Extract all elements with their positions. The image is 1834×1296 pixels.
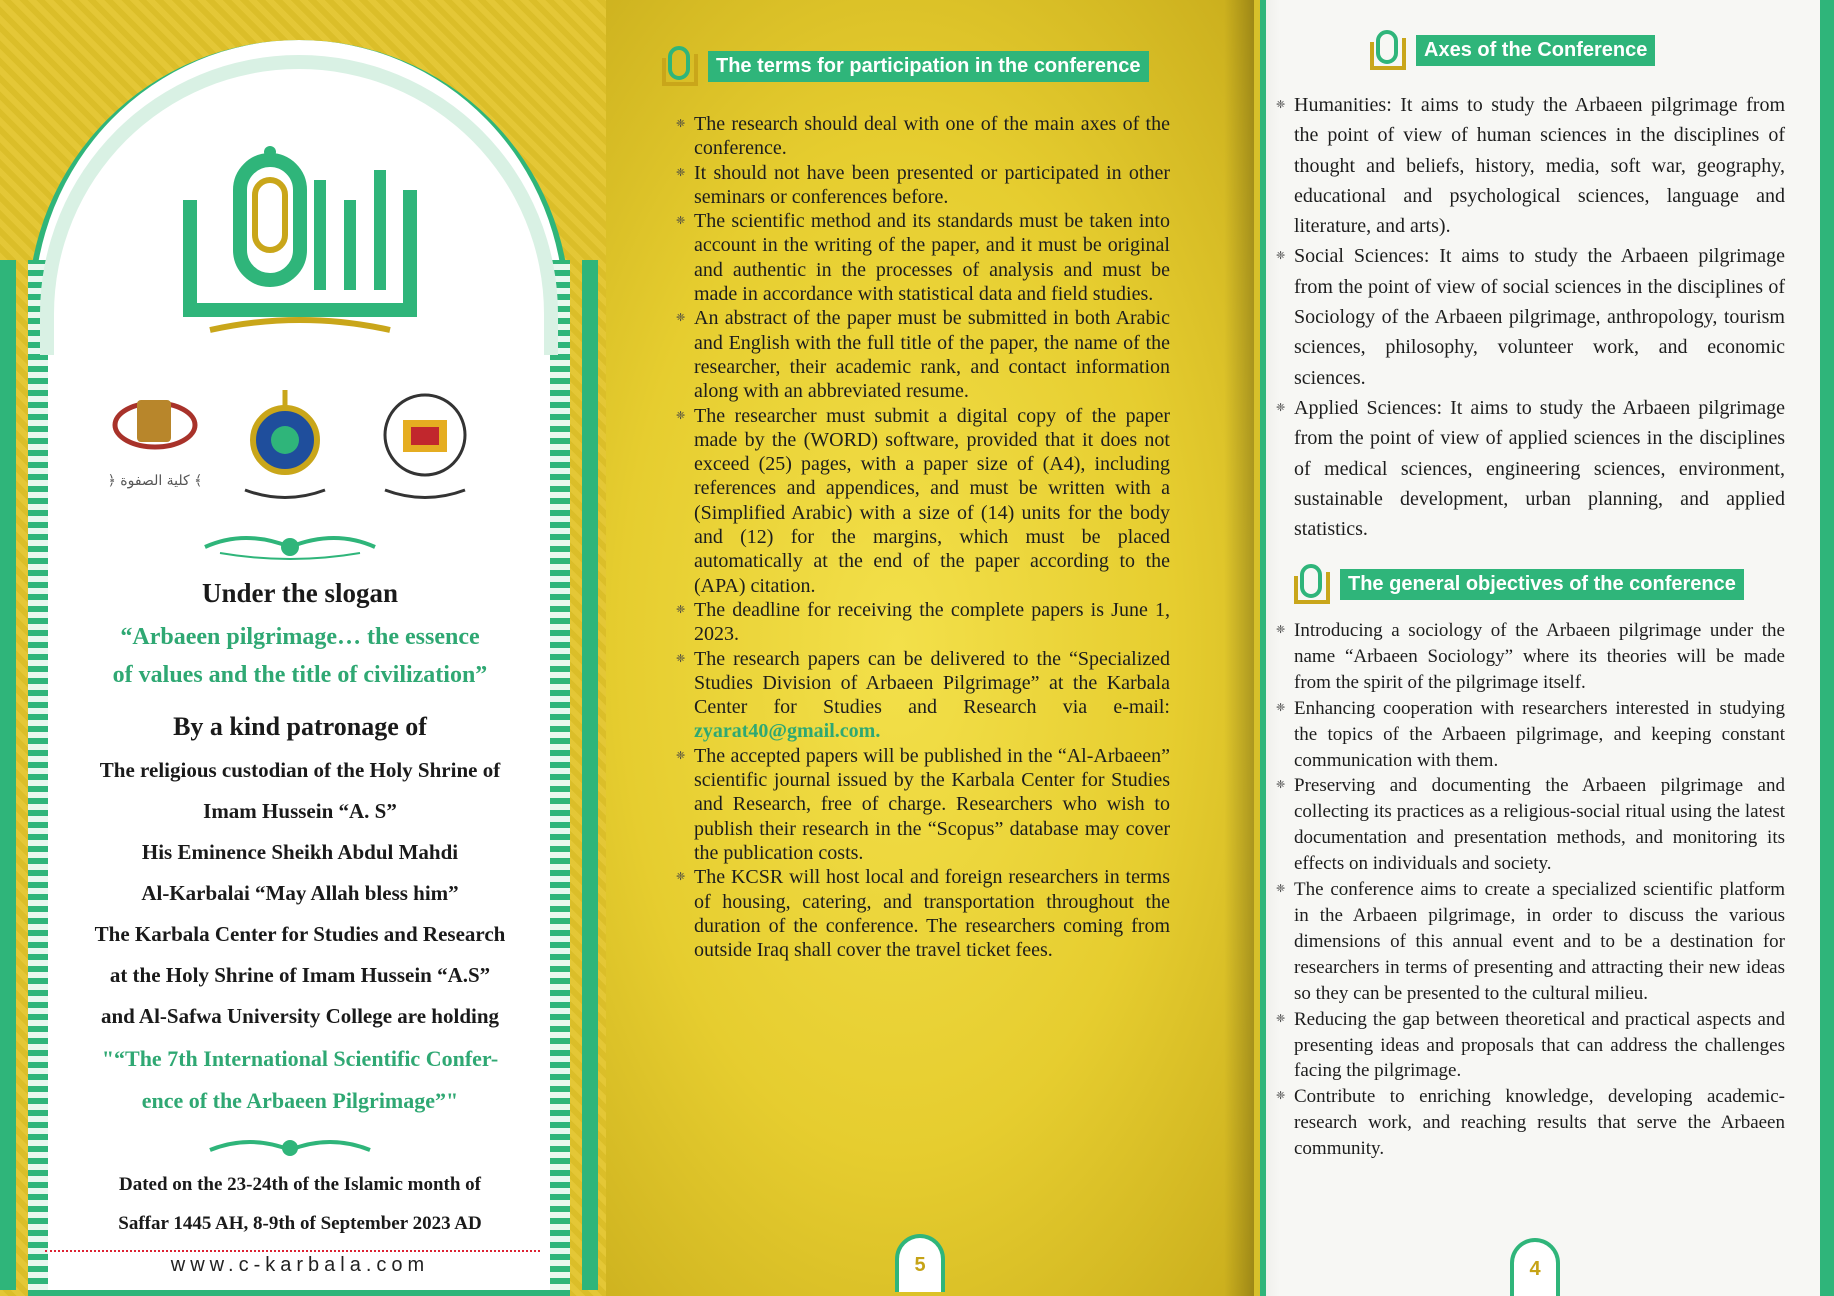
- arbaeen-mini-logo-icon: [1368, 28, 1408, 72]
- list-item: [680, 647, 1170, 744]
- slogan-title: Under the slogan: [201, 578, 399, 608]
- objectives-heading-label: The general objectives of the conference: [1340, 569, 1744, 600]
- patron-line: Imam Hussein “A. S”: [203, 799, 397, 823]
- slogan-line-2: of values and the title of civilization”: [112, 662, 488, 688]
- objectives-list: [1280, 618, 1785, 1162]
- slogan-line-1: “Arbaeen pilgrimage… the essence: [120, 624, 480, 650]
- list-item: ❈ The research should deal with one of the main axes of the conference.: [680, 112, 1170, 161]
- list-item: ❈ Contribute to enriching knowledge, developing academic-research work, and reaching results that serve the Arbaeen community.: [1280, 1084, 1785, 1162]
- karbala-center-emblem-icon: [245, 390, 325, 498]
- list-item: ❈ Social Sciences: It aims to study the Arbaeen pilgrimage from the point of view of social sciences in the disciplines of Sociology of the Arbaeen pilgrimage, anthropology, tourism sciences, philosophy, volunteer work, and economic sciences.: [1280, 241, 1785, 392]
- arbaeen-calligraphy-logo: [170, 140, 430, 350]
- divider-ornament-icon: [200, 525, 380, 565]
- list-item: ❈ Introducing a sociology of the Arbaeen pilgrimage under the name “Arbaeen Sociology” where its theories will be made from the spirit of the pilgrimage itself.: [1280, 618, 1785, 696]
- shrine-secretariat-emblem-icon: [385, 395, 465, 498]
- axes-heading: [1368, 28, 1655, 72]
- arbaeen-mini-logo-icon: [660, 44, 700, 88]
- patronage-title: By a kind patronage of: [173, 712, 427, 741]
- patron-line: and Al-Safwa University College are holding: [100, 1004, 500, 1028]
- list-item: ❈ The deadline for receiving the complete papers is June 1, 2023.: [680, 598, 1170, 647]
- patron-line: at the Holy Shrine of Imam Hussein “A.S”: [109, 963, 491, 987]
- terms-heading-label: The terms for participation in the conference: [708, 51, 1149, 82]
- page-number: 4: [1510, 1238, 1560, 1296]
- dotted-divider: [45, 1250, 540, 1252]
- terms-heading: [660, 44, 1149, 88]
- al-safwa-logo-icon: [108, 400, 203, 489]
- list-item: ❈ The conference aims to create a specialized scientific platform in the Arbaeen pilgrimage, in order to discuss the various dimensions of this annual event and to be a destination for researchers in terms of presenting and attracting their new ideas so they can be presented to the cultural milieu.: [1280, 877, 1785, 1007]
- patron-line: The Karbala Center for Studies and Research: [94, 922, 506, 946]
- patron-line: The religious custodian of the Holy Shrine of: [99, 758, 501, 782]
- email-link[interactable]: zyarat40@gmail.com.: [694, 720, 881, 743]
- divider-ornament-icon: [205, 1128, 375, 1168]
- list-item: ❈ The KCSR will host local and foreign researchers in terms of housing, catering, and transportation throughout the duration of the conference. The researchers coming from outside Iraq shall cover the travel ticket fees.: [680, 865, 1170, 962]
- partner-logos: [95, 385, 515, 510]
- list-item: ❈ The researcher must submit a digital copy of the paper made by the (WORD) software, provided that it does not exceed (25) pages, with a paper size of (A4), including references and appendices, and must be written with a (Simplified Arabic) with a size of (14) units for the body and (12) for the margins, which must be placed automatically at the end of the paper according to the (APA) citation.: [680, 404, 1170, 598]
- conference-title-line-2: ence of the Arbaeen Pilgrimage”": [141, 1088, 459, 1113]
- page-fold-shadow: [1224, 0, 1254, 1296]
- date-line-1: Dated on the 23-24th of the Islamic month of: [118, 1174, 482, 1195]
- axes-heading-label: Axes of the Conference: [1416, 35, 1655, 66]
- list-item: ❈ The accepted papers will be published in the “Al-Arbaeen” scientific journal issued by the Karbala Center for Studies and Research, free of charge. Researchers who wish to publish their research in the “Scopus” database may cover the publication costs.: [680, 744, 1170, 865]
- list-item: ❈ The scientific method and its standards must be taken into account in the writing of the paper, and it must be original and authentic in the processes of analysis and must be made in accordance with statistical data and field studies.: [680, 209, 1170, 306]
- list-item: ❈ Preserving and documenting the Arbaeen pilgrimage and collecting its practices as a religious-social ritual using the latest documentation and presentation methods, and monitoring its effects on individuals and society.: [1280, 773, 1785, 877]
- list-item: ❈ Enhancing cooperation with researchers interested in studying the topics of the Arbaeen pilgrimage, and keeping constant communication with them.: [1280, 696, 1785, 774]
- website-url: www.c-karbala.com: [170, 1254, 430, 1276]
- arbaeen-mini-logo-icon: [1292, 562, 1332, 606]
- list-item-text: The research papers can be delivered to the “Specialized Studies Division of Arbaeen Pilgrimage” at the Karbala Center for Studies and Research via e-mail:: [694, 647, 1170, 719]
- list-item: ❈ An abstract of the paper must be submitted in both Arabic and English with the full title of the paper, the name of the researcher, their academic rank, and contact information along with an abbreviated resume.: [680, 306, 1170, 403]
- patron-line: Al-Karbalai “May Allah bless him”: [141, 881, 459, 905]
- cover-panel: [0, 0, 606, 1296]
- terms-list: [680, 112, 1170, 962]
- page-number: 5: [895, 1234, 945, 1292]
- objectives-heading: [1292, 562, 1744, 606]
- patron-line: His Eminence Sheikh Abdul Mahdi: [141, 840, 459, 864]
- list-item: ❈ Humanities: It aims to study the Arbaeen pilgrimage from the point of view of human sciences in the disciplines of thought and beliefs, history, media, soft war, geography, educational and psychological sciences, language and literature, and arts).: [1280, 90, 1785, 241]
- conference-title-line-1: "“The 7th International Scientific Confer-: [101, 1046, 499, 1071]
- date-line-2: Saffar 1445 AH, 8-9th of September 2023 AD: [118, 1213, 482, 1234]
- svg-text:﴿ كلية الصفوة ﴾: ﴿ كلية الصفوة ﴾: [107, 473, 203, 489]
- list-item: ❈ Applied Sciences: It aims to study the Arbaeen pilgrimage from the point of view of applied sciences in the disciplines of medical sciences, engineering sciences, environment, sustainable development, urban planning, and applied statistics.: [1280, 393, 1785, 544]
- green-page-edge: [1820, 0, 1834, 1296]
- list-item: ❈ It should not have been presented or participated in other seminars or conferences before.: [680, 161, 1170, 210]
- axes-list: [1280, 90, 1785, 544]
- list-item: ❈ Reducing the gap between theoretical and practical aspects and presenting ideas and proposals that can address the challenges facing the pilgrimage.: [1280, 1007, 1785, 1085]
